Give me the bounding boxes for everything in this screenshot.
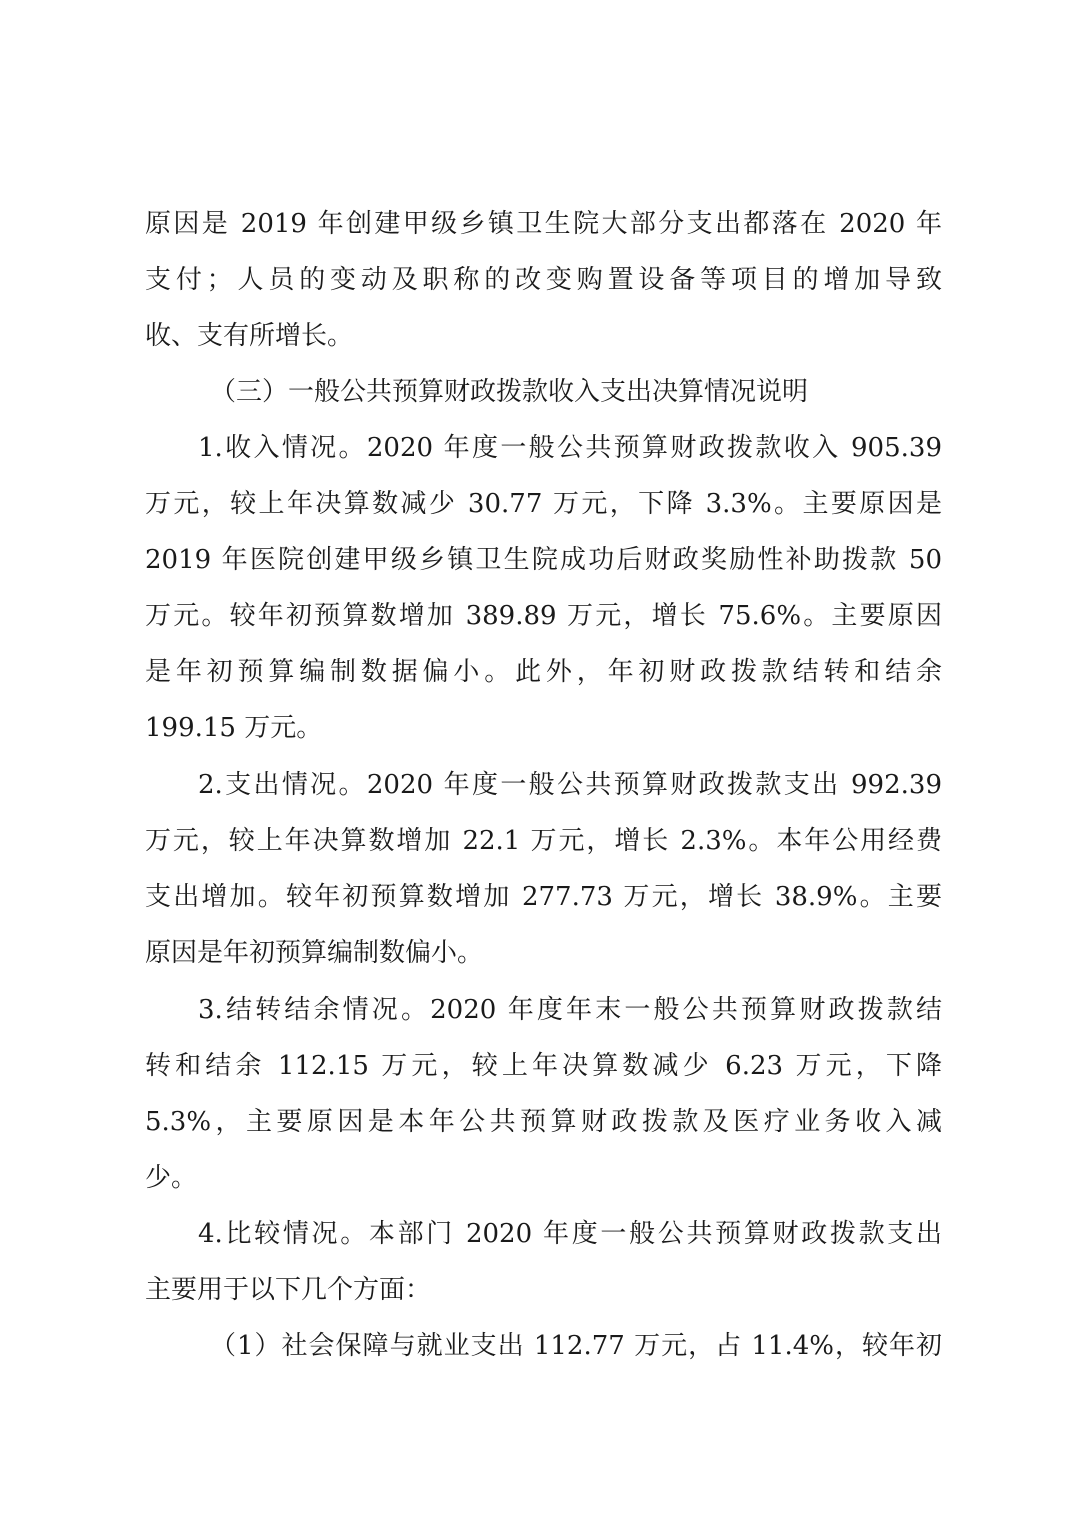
body-text-line: 4.比较情况。本部门 2020 年度一般公共预算财政拨款支出 bbox=[198, 1219, 942, 1249]
body-text-line: 少。 bbox=[145, 1163, 198, 1193]
body-text-line: 支出增加。较年初预算数增加 277.73 万元，增长 38.9%。主要 bbox=[145, 882, 942, 912]
body-text-line: （1）社会保障与就业支出 112.77 万元，占 11.4%，较年初 bbox=[210, 1331, 942, 1361]
body-text-line: 万元，较上年决算数减少 30.77 万元，下降 3.3%。主要原因是 bbox=[145, 489, 942, 519]
body-text-line: 原因是 2019 年创建甲级乡镇卫生院大部分支出都落在 2020 年 bbox=[145, 209, 942, 239]
body-text-line: 199.15 万元。 bbox=[145, 713, 323, 743]
body-text-line: 1.收入情况。2020 年度一般公共预算财政拨款收入 905.39 bbox=[198, 433, 942, 463]
body-text-line: 2019 年医院创建甲级乡镇卫生院成功后财政奖励性补助拨款 50 bbox=[145, 545, 942, 575]
body-text-line: 收、支有所增长。 bbox=[145, 321, 354, 351]
body-text-line: 主要用于以下几个方面： bbox=[145, 1275, 432, 1305]
body-text-line: 万元，较上年决算数增加 22.1 万元，增长 2.3%。本年公用经费 bbox=[145, 826, 942, 856]
body-text-line: 2.支出情况。2020 年度一般公共预算财政拨款支出 992.39 bbox=[198, 770, 942, 800]
body-text-line: 原因是年初预算编制数偏小。 bbox=[145, 938, 484, 968]
body-text-line: 支付；人员的变动及职称的改变购置设备等项目的增加导致 bbox=[145, 265, 942, 295]
body-text-line: 3.结转结余情况。2020 年度年末一般公共预算财政拨款结 bbox=[198, 995, 942, 1025]
section-heading: （三）一般公共预算财政拨款收入支出决算情况说明 bbox=[210, 377, 809, 407]
body-text-line: 万元。较年初预算数增加 389.89 万元，增长 75.6%。主要原因 bbox=[145, 601, 942, 631]
body-text-line: 是年初预算编制数据偏小。此外，年初财政拨款结转和结余 bbox=[145, 657, 942, 687]
body-text-line: 转和结余 112.15 万元，较上年决算数减少 6.23 万元，下降 bbox=[145, 1051, 942, 1081]
body-text-line: 5.3%，主要原因是本年公共预算财政拨款及医疗业务收入减 bbox=[145, 1107, 942, 1137]
